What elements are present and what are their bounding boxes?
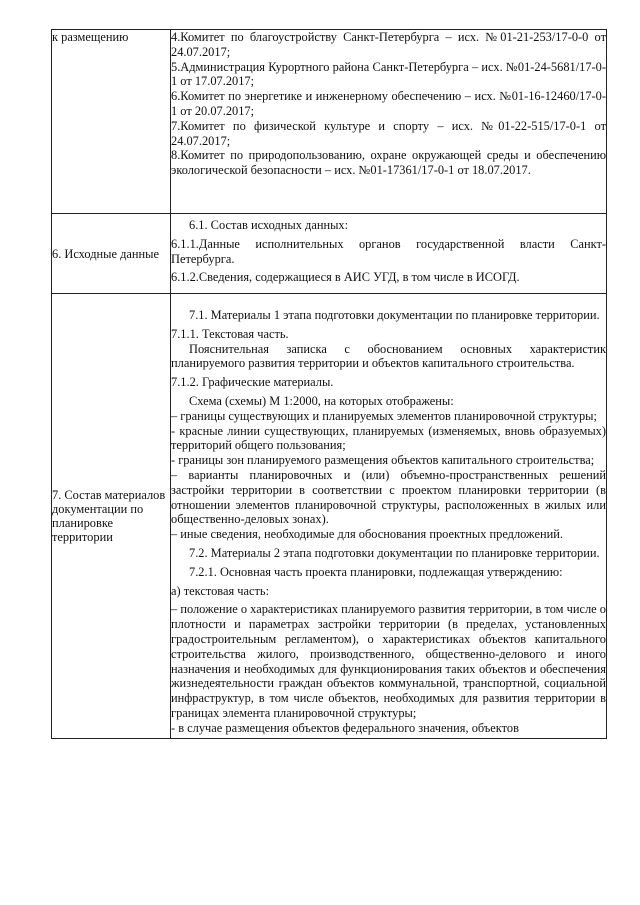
table-row [52, 30, 607, 214]
requirements-table [51, 29, 607, 739]
row-label: к размещению [52, 30, 171, 214]
paragraph: – положение о характеристиках планируемого развития территории, в том числе о плотности и параметрах застройки территории (в пределах, установленных градостроительным регламентом), о характеристиках объектов капитального строительства жилого, производственного, общественно-делового и иного назначения и необходимых для функционирования таких объектов и обеспечения жизнедеятельности граждан объектов коммунальной, транспортной, социальной инфраструктур, в том числе объектов, необходимых для развития территории в границах элемента планировочной структуры; [171, 602, 606, 720]
paragraph: 7.1. Материалы 1 этапа подготовки документации по планировке территории. [189, 308, 600, 322]
paragraph: а) текстовая часть: [171, 583, 270, 598]
paragraph: – варианты планировочных и (или) объемно-пространственных решений застройки территории в соответствии с проектом планировки территории (в отношении элементов планировочной структуры, расположенных в жилых или общественно-деловых зонах). [171, 467, 606, 527]
paragraph: - красные линии существующих, планируемых (изменяемых, вновь образуемых) территорий общего пользования; [171, 423, 606, 453]
paragraph: – границы существующих и планируемых элементов планировочной структуры; [171, 408, 597, 423]
table-row [52, 294, 607, 739]
paragraph: 5.Администрация Курортного района Санкт-Петербурга – исх. №01-24-5681/17-0-1 от 17.07.2017; [171, 59, 606, 89]
paragraph: 7.2.1. Основная часть проекта планировки, подлежащая утверждению: [189, 564, 563, 579]
paragraph: 7.1.1. Текстовая часть. [171, 326, 289, 341]
paragraph: 7.Комитет по физической культуре и спорту – исх. №01-22-515/17-0-1 от 24.07.2017; [171, 118, 606, 148]
paragraph: 6.1.2.Сведения, содержащиеся в АИС УГД, в том числе в ИСОГД. [171, 270, 520, 285]
table-row [52, 214, 607, 294]
paragraph: Схема (схемы) М 1:2000, на которых отображены: [189, 393, 454, 408]
paragraph: Пояснительная записка с обоснованием основных характеристик планируемого развития территории и объектов капитального строительства. [171, 341, 606, 371]
paragraph: - в случае размещения объектов федерального значения, объектов [171, 720, 519, 735]
row-content [171, 214, 607, 294]
row-content [171, 30, 607, 214]
paragraph: – иные сведения, необходимые для обоснования проектных предложений. [171, 527, 563, 542]
row-label: 7. Состав материалов документации по планировке территории [52, 294, 171, 739]
paragraph: 6.Комитет по энергетике и инженерному обеспечению – исх. №01-16-12460/17-0-1 от 20.07.2017; [171, 89, 606, 118]
paragraph: 8.Комитет по природопользованию, охране окружающей среды и обеспечению экологической безопасности – исх. №01-17361/17-0-1 от 18.07.2017. [171, 148, 606, 178]
paragraph: 7.2. Материалы 2 этапа подготовки документации по планировке территории. [189, 545, 600, 560]
row-label: 6. Исходные данные [52, 214, 171, 294]
paragraph: 6.1.1.Данные исполнительных органов государственной власти Санкт-Петербурга. [171, 236, 606, 266]
paragraph: 7.1.2. Графические материалы. [171, 375, 334, 390]
paragraph: - границы зон планируемого размещения объектов капитального строительства; [171, 453, 595, 468]
row-content [171, 294, 607, 739]
paragraph: 6.1. Состав исходных данных: [189, 218, 349, 232]
paragraph: 4.Комитет по благоустройству Санкт-Петербурга – исх. №01-21-253/17-0-0 от 24.07.2017; [171, 30, 606, 59]
